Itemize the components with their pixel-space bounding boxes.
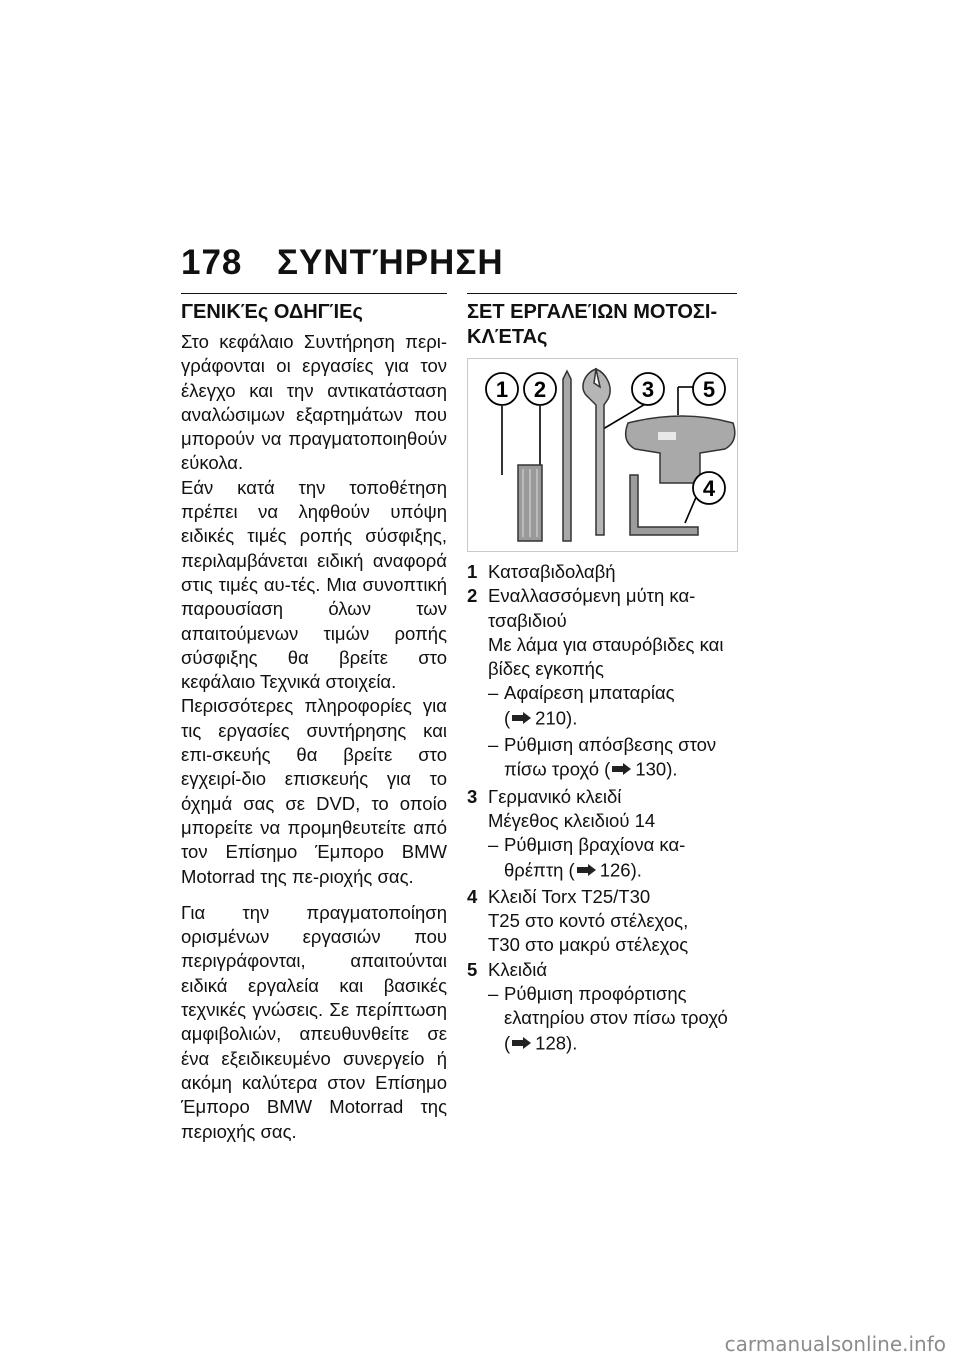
left-column bbox=[181, 293, 447, 1144]
section-rule bbox=[181, 293, 447, 294]
callout-4: 4 bbox=[702, 476, 716, 501]
toolkit-illustration bbox=[467, 358, 738, 552]
tool-legend bbox=[467, 560, 737, 1058]
legend-item-3: 3 Γερμανικό κλειδί Μέγεθος κλειδιού 14 – Ρύθμιση βραχίονα κα-θρέπτη ( 126). bbox=[467, 785, 737, 885]
legend-item-4: 4 Κλειδί Torx T25/T30 T25 στο κοντό στέλεχος, T30 στο μακρύ στέλεχος bbox=[467, 885, 689, 956]
ref-mirror-arm[interactable]: – Ρύθμιση βραχίονα κα-θρέπτη ( 126). bbox=[488, 834, 686, 881]
page-ref-arrow-icon bbox=[577, 858, 597, 882]
section-title-general: ΓΕΝΙΚΈς ΟΔΗΓΊΕς bbox=[181, 301, 363, 323]
right-column bbox=[467, 293, 737, 1058]
paragraph-4: Για την πραγματοποίηση ορισμένων εργασιών που περιγράφονται, απαιτούνται ειδικά εργαλεία και βασικές τεχνικές γνώσεις. Σε περίπτωση αμφιβολιών, απευθυνθείτε σε ένα εξειδικευμένο συνεργείο ή ακόμη καλύτερα στον Επίσημο Έμπορο BMW Motorrad της περιοχής σας. bbox=[181, 901, 447, 1142]
callout-2: 2 bbox=[533, 377, 547, 402]
ref-spring-preload[interactable]: – Ρύθμιση προφόρτισης ελατηρίου στον πίσω τροχό ( 128). bbox=[488, 983, 728, 1054]
paragraph-3: Περισσότερες πληροφορίες για τις εργασίες συντήρησης και επι-σκευής θα βρείτε στο εγχειρί-διο επισκευής για το όχημά σας σε DVD, το οποίο μπορείτε να προμηθευτείτε από τον Επίσημο Έμπορο BMW Motorrad της πε-ριοχής σας. bbox=[181, 695, 447, 887]
chapter-title: ΣΥΝΤΉΡΗΣΗ bbox=[277, 243, 504, 282]
page-ref-arrow-icon bbox=[612, 757, 632, 781]
watermark: carmanualsonline.info bbox=[724, 1332, 946, 1356]
page-number: 178 bbox=[181, 243, 243, 282]
legend-item-1: 1 Κατσαβιδολαβή bbox=[467, 561, 616, 582]
callout-1: 1 bbox=[495, 377, 509, 402]
callout-3: 3 bbox=[641, 377, 655, 402]
section-title-toolkit: ΣΕΤ ΕΡΓΑΛΕΊΩΝ ΜΟΤΟΣΙ-ΚΛΈΤΑς bbox=[467, 301, 718, 348]
page-ref-arrow-icon bbox=[512, 706, 532, 730]
paragraph-1: Στο κεφάλαιο Συντήρηση περι-γράφονται οι εργασίες για τον έλεγχο και την αντικατάσταση αναλώσιμων εξαρτημάτων που μπορούν να πραγματοποιηθούν εύκολα. bbox=[181, 331, 447, 474]
paragraph-2: Εάν κατά την τοποθέτηση πρέπει να ληφθούν υπόψη ειδικές τιμές ροπής σύσφιξης, περιλαμβάνεται ειδική αναφορά στις τιμές αυ-τές. Μια συνοπτική παρουσίαση όλων των απαιτούμενων τιμών ροπής σύσφιξης θα βρείτε στο κεφάλαιο Τεχνικά στοιχεία. bbox=[181, 476, 447, 693]
page-ref-arrow-icon bbox=[512, 1031, 532, 1055]
callout-5: 5 bbox=[702, 377, 716, 402]
ref-rear-damping[interactable]: – Ρύθμιση απόσβεσης στον πίσω τροχό ( 130). bbox=[488, 734, 717, 780]
legend-item-2: 2 Εναλλασσόμενη μύτη κα-τσαβιδιού Με λάμα για σταυρόβιδες και βίδες εγκοπής – Αφαίρεση μπαταρίας ( 210). – Ρύθμιση απόσβεσης στον πίσω τροχό ( 130). bbox=[467, 584, 737, 784]
legend-item-5: 5 Κλειδιά – Ρύθμιση προφόρτισης ελατηρίου στον πίσω τροχό ( 128). bbox=[467, 958, 737, 1058]
section-rule bbox=[467, 293, 737, 294]
ref-battery-removal[interactable]: – Αφαίρεση μπαταρίας ( 210). bbox=[488, 682, 675, 729]
page-header bbox=[181, 243, 504, 283]
